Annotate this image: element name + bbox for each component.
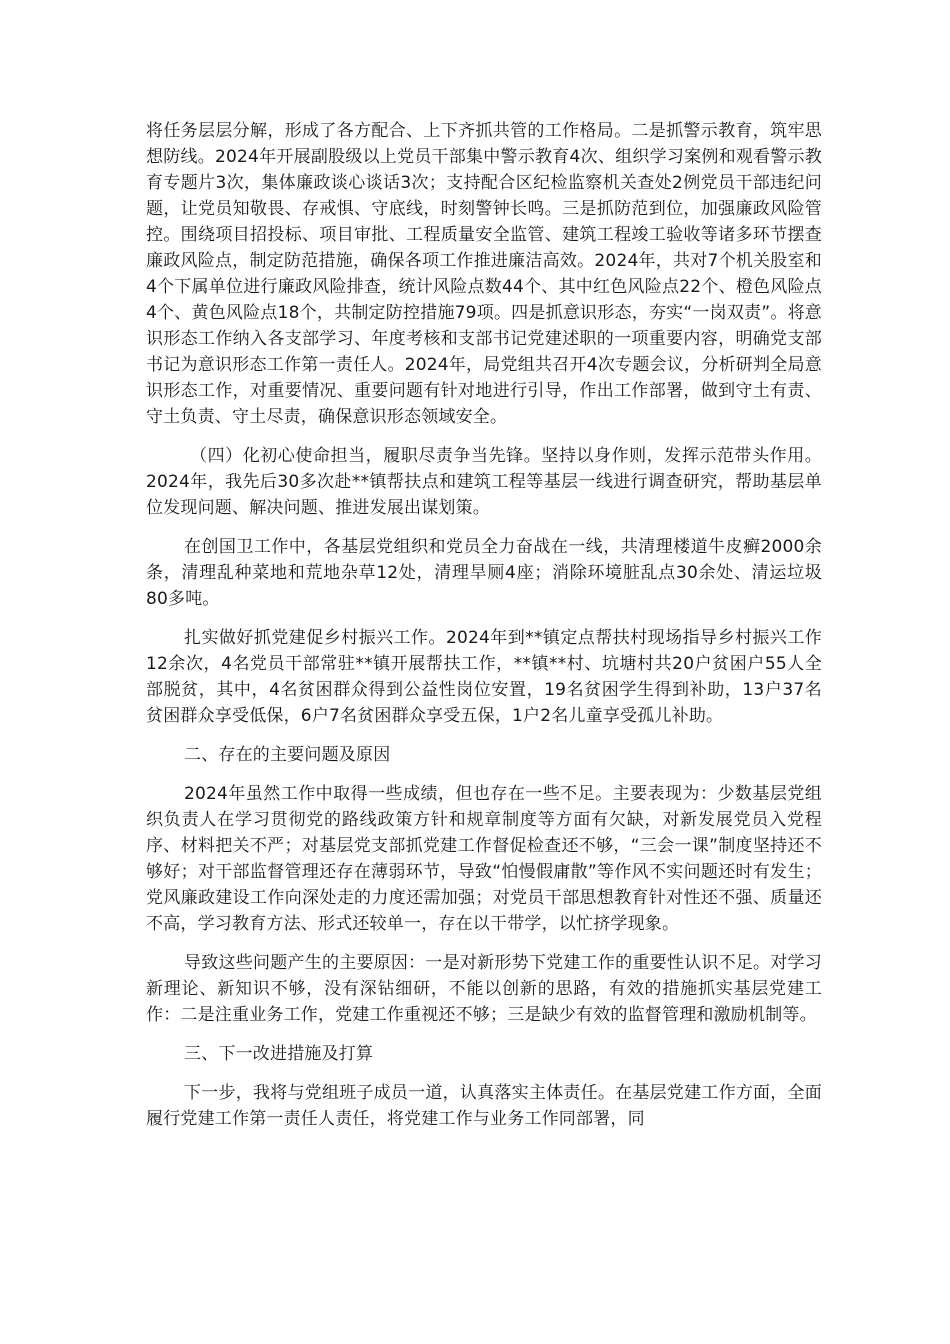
paragraph-problem-causes: 导致这些问题产生的主要原因：一是对新形势下党建工作的重要性认识不足。对学习新理论、新知识不够，没有深钻细研，不能以创新的思路，有效的措施抓实基层党建工作：二是注重业务工作，党建工作重视还不够；三是缺少有效的监督管理和激励机制等。 xyxy=(146,953,822,1025)
section-heading-next-steps: 三、下一改进措施及打算 xyxy=(184,1044,374,1064)
section-heading-problems: 二、存在的主要问题及原因 xyxy=(184,745,391,765)
paragraph-next-steps: 下一步，我将与党组班子成员一道，认真落实主体责任。在基层党建工作方面，全面履行党建工作第一责任人责任，将党建工作与业务工作同部署，同 xyxy=(146,1083,822,1129)
paragraph-city-sanitation: 在创国卫工作中，各基层党组织和党员全力奋战在一线，共清理楼道牛皮癣2000余条，清理乱种菜地和荒地杂草12处，清理旱厕4座；消除环境脏乱点30余处、清运垃圾80多吨。 xyxy=(146,537,822,609)
paragraph-mission-duty: （四）化初心使命担当，履职尽责争当先锋。坚持以身作则，发挥示范带头作用。2024年，我先后30多次赴**镇帮扶点和建筑工程等基层一线进行调查研究，帮助基层单位发现问题、解决问题、推进发展出谋划策。 xyxy=(146,446,822,518)
document-page xyxy=(146,118,822,1145)
paragraph-problems-detail: 2024年虽然工作中取得一些成绩，但也存在一些不足。主要表现为：少数基层党组织负责人在学习贯彻党的路线政策方针和规章制度等方面有欠缺，对新发展党员入党程序、材料把关不严；对基层党支部抓党建工作督促检查还不够，“三会一课”制度坚持还不够好；对干部监督管理还存在薄弱环节，导致“怕慢假庸散”等作风不实问题还时有发生；党风廉政建设工作向深处走的力度还需加强；对党员干部思想教育针对性还不强、质量还不高，学习教育方法、形式还较单一，存在以干带学，以忙挤学现象。 xyxy=(146,784,822,934)
paragraph-discipline-education: 将任务层层分解，形成了各方配合、上下齐抓共管的工作格局。二是抓警示教育，筑牢思想防线。2024年开展副股级以上党员干部集中警示教育4次、组织学习案例和观看警示教育专题片3次，集体廉政谈心谈话3次；支持配合区纪检监察机关查处2例党员干部违纪问题，让党员知敬畏、存戒惧、守底线，时刻警钟长鸣。三是抓防范到位，加强廉政风险管控。围绕项目招投标、项目审批、工程质量安全监管、建筑工程竣工验收等诸多环节摆查廉政风险点，制定防范措施，确保各项工作推进廉洁高效。2024年，共对7个机关股室和4个下属单位进行廉政风险排查，统计风险点数44个、其中红色风险点22个、橙色风险点4个、黄色风险点18个，共制定防控措施79项。四是抓意识形态，夯实“一岗双责”。将意识形态工作纳入各支部学习、年度考核和支部书记党建述职的一项重要内容，明确党支部书记为意识形态工作第一责任人。2024年，局党组共召开4次专题会议，分析研判全局意识形态工作，对重要情况、重要问题有针对地进行引导，作出工作部署，做到守土有责、守土负责、守土尽责，确保意识形态领域安全。 xyxy=(146,121,822,427)
paragraph-rural-revitalization: 扎实做好抓党建促乡村振兴工作。2024年到**镇定点帮扶村现场指导乡村振兴工作12余次，4名党员干部常驻**镇开展帮扶工作，**镇**村、坑塘村共20户贫困户55人全部脱贫，其中，4名贫困群众得到公益性岗位安置，19名贫困学生得到补助，13户37名贫困群众享受低保，6户7名贫困群众享受五保，1户2名儿童享受孤儿补助。 xyxy=(146,628,822,726)
